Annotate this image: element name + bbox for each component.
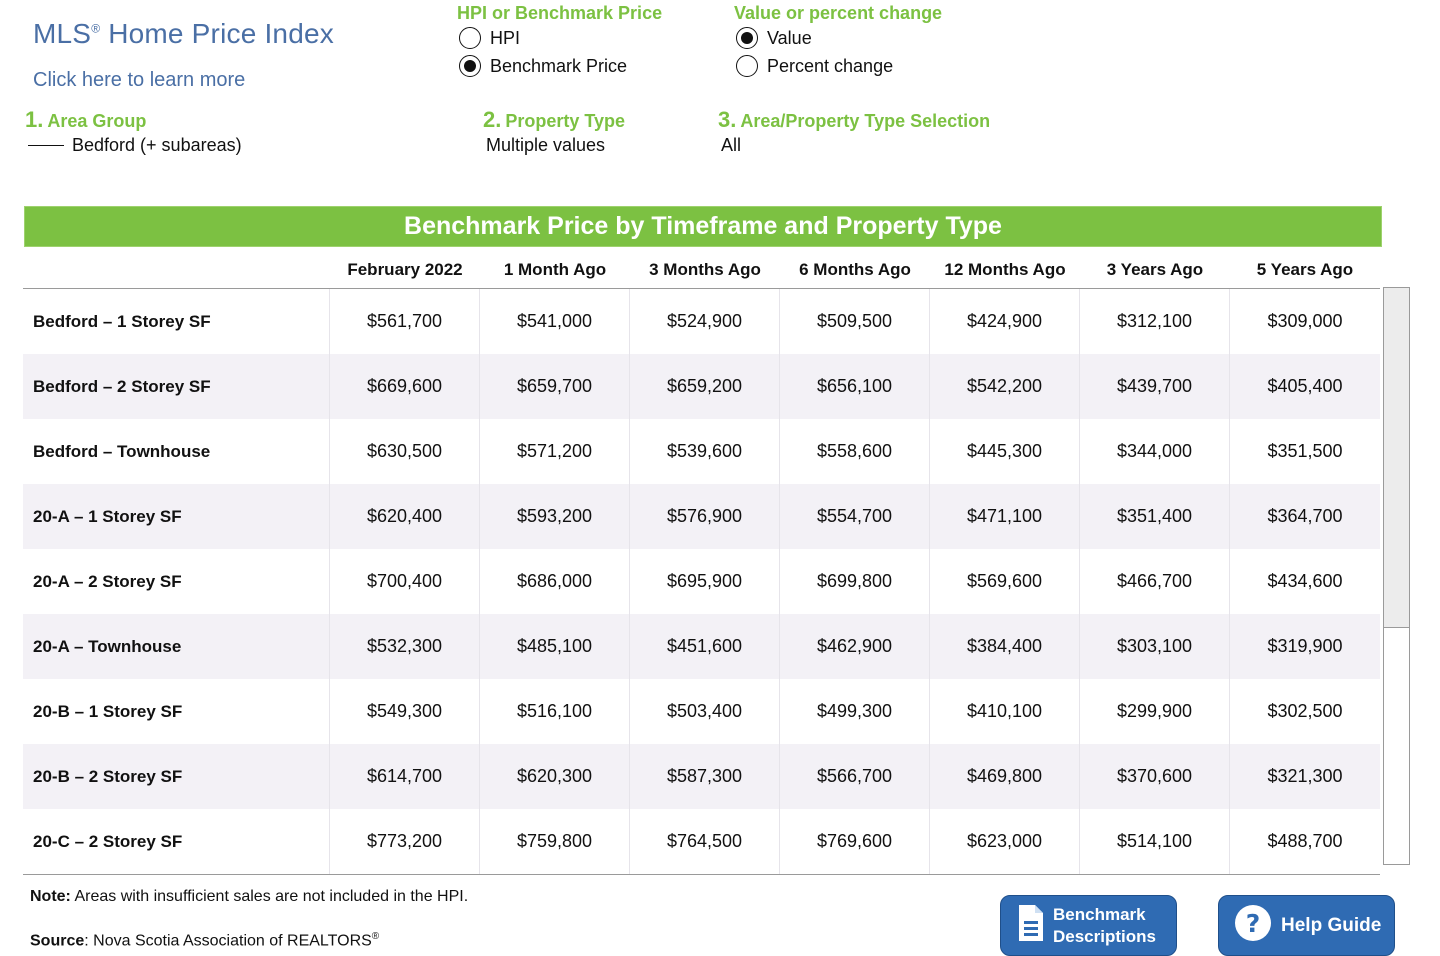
table-cell: $445,300 — [930, 419, 1080, 484]
document-icon — [1017, 903, 1045, 948]
table-cell: $424,900 — [930, 289, 1080, 354]
table-cell: $558,600 — [780, 419, 930, 484]
table-row — [23, 614, 1380, 679]
table-cell: $471,100 — [930, 484, 1080, 549]
table-cell: $587,300 — [630, 744, 780, 809]
row-label: 20-B – 2 Storey SF — [23, 744, 330, 809]
radio-hpi-label: HPI — [490, 27, 521, 48]
table-row — [23, 809, 1380, 874]
table-cell: $566,700 — [780, 744, 930, 809]
table-cell: $659,200 — [630, 354, 780, 419]
table-cell: $656,100 — [780, 354, 930, 419]
table-row — [23, 679, 1380, 744]
column-header[interactable]: 3 Months Ago — [649, 260, 761, 279]
radio-percent-change[interactable] — [736, 55, 893, 77]
table-cell: $370,600 — [1080, 744, 1230, 809]
benchmark-descriptions-label: Benchmark Descriptions — [1053, 904, 1156, 946]
table-row — [23, 549, 1380, 614]
table-cell: $514,100 — [1080, 809, 1230, 874]
table-cell: $405,400 — [1267, 376, 1343, 396]
row-label: Bedford – 2 Storey SF — [23, 354, 330, 419]
table-cell: $451,600 — [630, 614, 780, 679]
learn-more-link[interactable]: Click here to learn more — [33, 69, 246, 91]
table-cell: $351,400 — [1080, 484, 1230, 549]
table-cell: $384,400 — [930, 614, 1080, 679]
column-header[interactable]: 1 Month Ago — [503, 260, 607, 279]
table-cell: $503,400 — [630, 679, 780, 744]
table-cell: $542,200 — [930, 354, 1080, 419]
table-cell: $759,800 — [480, 809, 630, 874]
table-cell: $302,500 — [1267, 701, 1343, 721]
source-text: Source: Nova Scotia Association of REALTORS® — [30, 931, 380, 950]
table-cell: $659,700 — [480, 354, 630, 419]
column-header[interactable]: 6 Months Ago — [799, 260, 911, 279]
table-row — [23, 484, 1380, 549]
table-cell: $620,400 — [330, 484, 480, 549]
table-cell: $485,100 — [480, 614, 630, 679]
question-circle-icon — [1233, 903, 1273, 948]
table-cell: $469,800 — [930, 744, 1080, 809]
table-cell: $462,900 — [780, 614, 930, 679]
table-scrollbar[interactable] — [1383, 287, 1410, 865]
column-header[interactable]: 5 Years Ago — [1256, 260, 1354, 279]
column-header[interactable]: February 2022 — [347, 260, 463, 279]
table-cell: $410,100 — [930, 679, 1080, 744]
table-row — [23, 354, 1380, 419]
table-cell: $434,600 — [1267, 571, 1343, 591]
table-cell: $669,600 — [330, 354, 480, 419]
table-cell: $686,000 — [480, 549, 630, 614]
table-cell: $541,000 — [480, 289, 630, 354]
radio-percent-change-indicator[interactable] — [736, 55, 758, 77]
table-cell: $769,600 — [780, 809, 930, 874]
area-group-value: Bedford (+ subareas) — [72, 135, 242, 155]
radio-value-indicator[interactable] — [736, 27, 758, 49]
table-cell: $299,900 — [1080, 679, 1230, 744]
svg-text:?: ? — [1245, 909, 1261, 938]
scrollbar-thumb[interactable] — [1384, 288, 1409, 628]
hpi-or-benchmark-title: HPI or Benchmark Price — [457, 3, 663, 23]
table-cell: $623,000 — [930, 809, 1080, 874]
table-cell: $532,300 — [330, 614, 480, 679]
table-cell: $569,600 — [930, 549, 1080, 614]
table-title-banner: Benchmark Price by Timeframe and Property Type — [24, 206, 1382, 247]
row-label: Bedford – 1 Storey SF — [23, 289, 330, 354]
table-cell: $699,800 — [780, 549, 930, 614]
column-headers — [23, 254, 1380, 288]
table-cell: $764,500 — [630, 809, 780, 874]
selection-title: 3. Area/Property Type Selection — [718, 107, 991, 132]
table-cell: $571,200 — [480, 419, 630, 484]
table-cell: $695,900 — [630, 549, 780, 614]
table-cell: $439,700 — [1080, 354, 1230, 419]
table-cell: $466,700 — [1080, 549, 1230, 614]
column-header[interactable]: 3 Years Ago — [1106, 260, 1204, 279]
table-cell: $351,500 — [1267, 441, 1343, 461]
table-cell: $309,000 — [1267, 311, 1343, 331]
row-label: 20-C – 2 Storey SF — [23, 809, 330, 874]
legend-line-icon — [28, 145, 64, 146]
radio-percent-change-label: Percent change — [767, 55, 894, 76]
radio-value[interactable] — [736, 27, 812, 49]
benchmark-descriptions-button[interactable] — [1000, 895, 1177, 956]
price-table — [23, 288, 1380, 875]
column-header[interactable]: 12 Months Ago — [944, 260, 1066, 279]
table-cell: $364,700 — [1267, 506, 1343, 526]
row-label: 20-A – 1 Storey SF — [23, 484, 330, 549]
radio-benchmark-price[interactable] — [459, 55, 627, 77]
table-cell: $499,300 — [780, 679, 930, 744]
table-cell: $561,700 — [330, 289, 480, 354]
area-group-title: 1. Area Group — [25, 107, 147, 132]
table-row — [23, 289, 1380, 354]
table-cell: $524,900 — [630, 289, 780, 354]
help-guide-label: Help Guide — [1281, 914, 1382, 936]
selection-filter[interactable]: All — [721, 135, 742, 155]
row-label: Bedford – Townhouse — [23, 419, 330, 484]
row-label: 20-A – 2 Storey SF — [23, 549, 330, 614]
table-cell: $539,600 — [630, 419, 780, 484]
table-cell: $509,500 — [780, 289, 930, 354]
table-cell: $344,000 — [1080, 419, 1230, 484]
table-cell: $516,100 — [480, 679, 630, 744]
table-cell: $554,700 — [780, 484, 930, 549]
radio-benchmark-price-indicator[interactable] — [459, 55, 481, 77]
table-cell: $312,100 — [1080, 289, 1230, 354]
table-cell: $576,900 — [630, 484, 780, 549]
table-cell: $319,900 — [1267, 636, 1343, 656]
value-or-percent-title: Value or percent change — [734, 3, 943, 23]
radio-hpi[interactable] — [459, 27, 520, 49]
help-guide-button[interactable] — [1218, 895, 1395, 956]
row-label-header — [23, 254, 330, 288]
table-cell: $773,200 — [330, 809, 480, 874]
property-type-title: 2. Property Type — [483, 107, 626, 132]
table-row — [23, 744, 1380, 809]
table-cell: $321,300 — [1267, 766, 1343, 786]
property-type-filter[interactable]: Multiple values — [486, 135, 606, 155]
note-text: Note: Areas with insufficient sales are not included in the HPI. — [30, 888, 469, 905]
table-row — [23, 419, 1380, 484]
table-cell: $630,500 — [330, 419, 480, 484]
table-cell: $488,700 — [1267, 831, 1343, 851]
table-cell: $620,300 — [480, 744, 630, 809]
table-cell: $593,200 — [480, 484, 630, 549]
table-cell: $700,400 — [330, 549, 480, 614]
table-cell: $549,300 — [330, 679, 480, 744]
row-label: 20-B – 1 Storey SF — [23, 679, 330, 744]
radio-benchmark-price-label: Benchmark Price — [490, 55, 628, 76]
table-cell: $614,700 — [330, 744, 480, 809]
row-label: 20-A – Townhouse — [23, 614, 330, 679]
mls-hpi-logo: MLS® Home Price Index — [33, 18, 334, 49]
table-cell: $303,100 — [1080, 614, 1230, 679]
radio-value-label: Value — [767, 27, 812, 48]
radio-hpi-indicator[interactable] — [459, 27, 481, 49]
area-group-filter[interactable] — [28, 135, 242, 156]
